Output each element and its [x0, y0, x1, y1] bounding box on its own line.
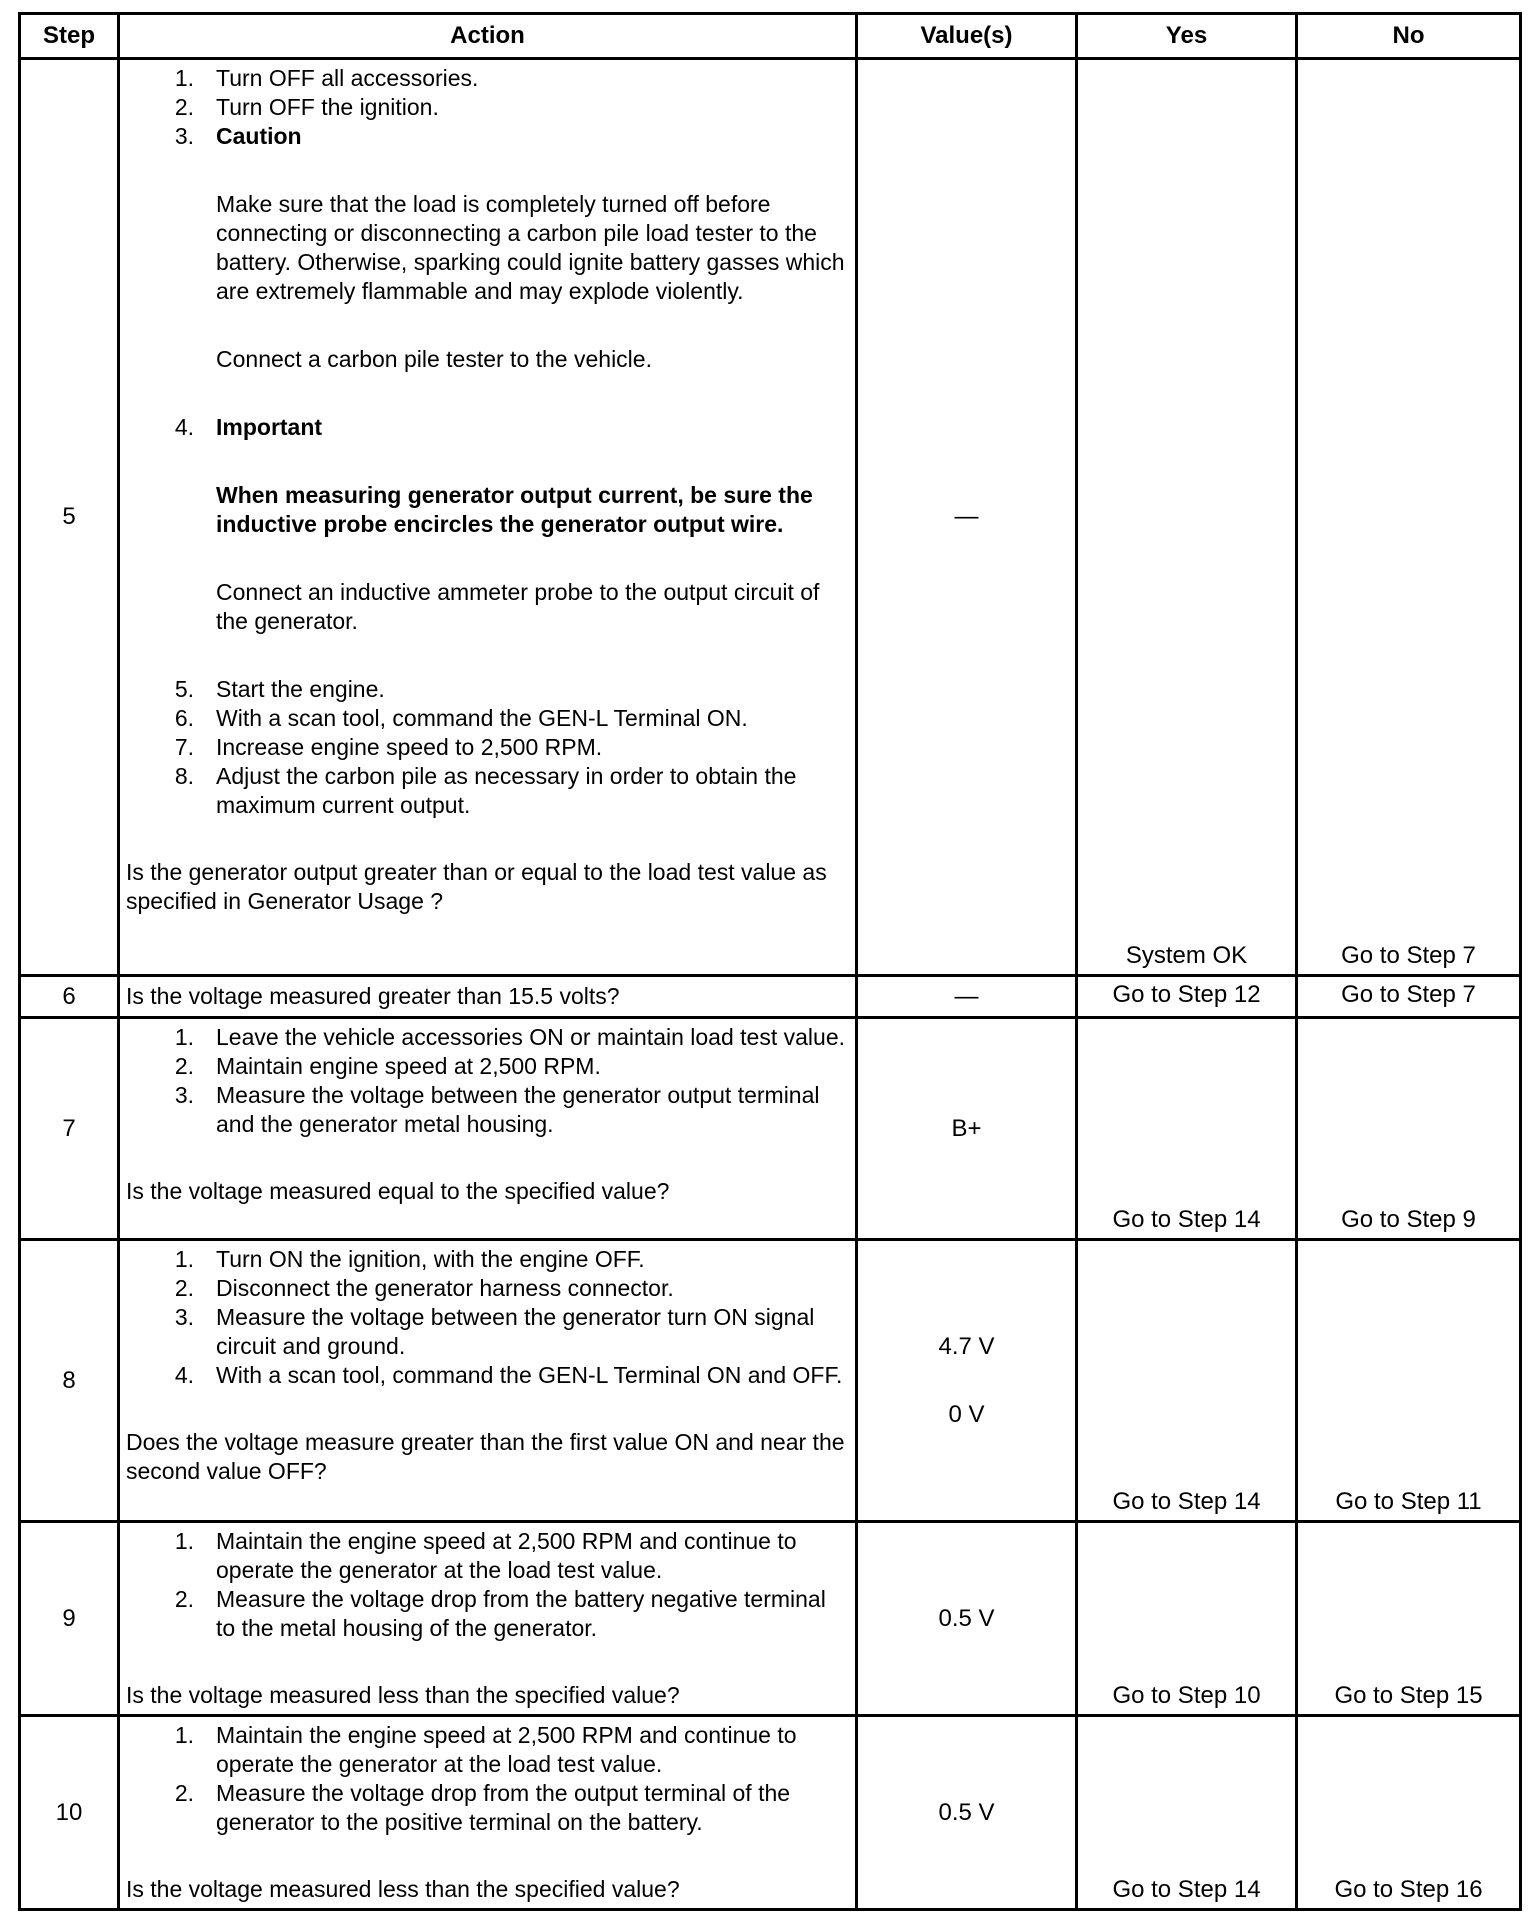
item-text: Disconnect the generator harness connector.: [216, 1275, 674, 1301]
yes-cell: Go to Step 14: [1077, 1240, 1297, 1522]
item-text: Leave the vehicle accessories ON or maintain load test value.: [216, 1024, 845, 1050]
no-cell: Go to Step 7: [1297, 59, 1521, 976]
action-cell: [119, 1240, 857, 1522]
item-text: Maintain the engine speed at 2,500 RPM and continue to operate the generator at the load test value.: [216, 1722, 797, 1777]
header-row: [20, 14, 1521, 59]
item-number: 2.: [174, 94, 194, 120]
step-number: 5: [20, 59, 119, 976]
no-cell: Go to Step 16: [1297, 1716, 1521, 1910]
value-on: 4.7 V: [938, 1332, 995, 1360]
list-item: [126, 733, 849, 762]
header-yes: Yes: [1077, 14, 1297, 59]
header-no: No: [1297, 14, 1521, 59]
item-text: Turn OFF the ignition.: [216, 94, 439, 120]
list-item: [126, 1245, 849, 1274]
step-number: 8: [20, 1240, 119, 1522]
item-number: 5.: [174, 676, 194, 702]
list-item: [126, 64, 849, 93]
item-text: Measure the voltage between the generator output terminal and the generator metal housing.: [216, 1082, 820, 1137]
value-cell: B+: [857, 1018, 1077, 1240]
action-list: [126, 1245, 849, 1390]
item-number: 2.: [174, 1053, 194, 1079]
item-number: 2.: [174, 1275, 194, 1301]
item-number: 6.: [174, 705, 194, 731]
list-item: [126, 1023, 849, 1052]
step-number: 9: [20, 1522, 119, 1716]
no-cell: Go to Step 15: [1297, 1522, 1521, 1716]
item-text: Connect an inductive ammeter probe to the output circuit of the generator.: [216, 579, 820, 634]
table-row-step-9: [20, 1522, 1521, 1716]
value-cell: 0.5 V: [857, 1716, 1077, 1910]
header-step: Step: [20, 14, 119, 59]
value-cell: —: [857, 976, 1077, 1018]
value-cell: —: [857, 59, 1077, 976]
item-number: 2.: [174, 1586, 194, 1612]
item-text: Maintain engine speed at 2,500 RPM.: [216, 1053, 601, 1079]
list-item: [126, 1303, 849, 1361]
item-text: Turn OFF all accessories.: [216, 65, 479, 91]
table-row-step-5: [20, 59, 1521, 976]
table-row-step-7: [20, 1018, 1521, 1240]
no-cell: Go to Step 11: [1297, 1240, 1521, 1522]
item-number: 1.: [174, 1024, 194, 1050]
item-number: 8.: [174, 763, 194, 789]
yes-cell: Go to Step 14: [1077, 1716, 1297, 1910]
diagnostic-table: [18, 12, 1522, 1911]
list-item: [126, 413, 849, 636]
value-cell: [857, 1240, 1077, 1522]
item-text: Turn ON the ignition, with the engine OFF.: [216, 1246, 645, 1272]
action-list: [126, 64, 849, 820]
item-text: Adjust the carbon pile as necessary in order to obtain the maximum current output.: [216, 763, 797, 818]
item-number: 7.: [174, 734, 194, 760]
item-number: 4.: [174, 414, 194, 440]
yes-cell: Go to Step 14: [1077, 1018, 1297, 1240]
question-text: Is the voltage measured greater than 15.5 volts?: [119, 976, 857, 1018]
header-action: Action: [119, 14, 857, 59]
value-off: 0 V: [948, 1400, 985, 1428]
yes-cell: System OK: [1077, 59, 1297, 976]
item-number: 3.: [174, 1082, 194, 1108]
action-cell: [119, 1018, 857, 1240]
item-text: Measure the voltage drop from the battery negative terminal to the metal housing of the generator.: [216, 1586, 826, 1641]
item-number: 1.: [174, 1528, 194, 1554]
item-number: 1.: [174, 65, 194, 91]
list-item: [126, 1721, 849, 1779]
item-number: 3.: [174, 1304, 194, 1330]
list-item: [126, 1527, 849, 1585]
list-item: [126, 1081, 849, 1139]
action-cell: [119, 1716, 857, 1910]
important-text: When measuring generator output current, be sure the inductive probe encircles the generator output wire.: [216, 482, 813, 537]
action-list: [126, 1023, 849, 1139]
no-cell: Go to Step 9: [1297, 1018, 1521, 1240]
list-item: [126, 93, 849, 122]
caution-text: Make sure that the load is completely turned off before connecting or disconnecting a carbon pile load tester to the battery. Otherwise, sparking could ignite battery gasses which are extremely flammable and may explode violently.: [216, 191, 845, 304]
step-number: 10: [20, 1716, 119, 1910]
question-text: Is the generator output greater than or equal to the load test value as specified in Generator Usage ?: [126, 859, 827, 914]
header-values: Value(s): [857, 14, 1077, 59]
table-row-step-6: [20, 976, 1521, 1018]
item-text: Measure the voltage drop from the output terminal of the generator to the positive terminal on the battery.: [216, 1780, 791, 1835]
table-row-step-8: [20, 1240, 1521, 1522]
question-text: Does the voltage measure greater than the first value ON and near the second value OFF?: [126, 1429, 845, 1484]
list-item: [126, 1361, 849, 1390]
action-cell: [119, 1522, 857, 1716]
caution-title: Caution: [216, 123, 302, 149]
action-list: [126, 1527, 849, 1643]
action-cell: [119, 59, 857, 976]
item-text: Connect a carbon pile tester to the vehicle.: [216, 346, 652, 372]
item-text: Maintain the engine speed at 2,500 RPM and continue to operate the generator at the load test value.: [216, 1528, 797, 1583]
list-item: [126, 762, 849, 820]
important-title: Important: [216, 414, 323, 440]
question-text: Is the voltage measured less than the specified value?: [126, 1682, 680, 1708]
item-text: Increase engine speed to 2,500 RPM.: [216, 734, 603, 760]
item-number: 3.: [174, 123, 194, 149]
item-text: With a scan tool, command the GEN-L Terminal ON and OFF.: [216, 1362, 843, 1388]
list-item: [126, 704, 849, 733]
yes-cell: Go to Step 12: [1077, 976, 1297, 1018]
list-item: [126, 675, 849, 704]
item-number: 1.: [174, 1722, 194, 1748]
item-text: Measure the voltage between the generator turn ON signal circuit and ground.: [216, 1304, 815, 1359]
item-number: 2.: [174, 1780, 194, 1806]
value-cell: 0.5 V: [857, 1522, 1077, 1716]
question-text: Is the voltage measured equal to the specified value?: [126, 1178, 670, 1204]
question-text: Is the voltage measured less than the specified value?: [126, 1876, 680, 1902]
table-row-step-10: [20, 1716, 1521, 1910]
list-item: [126, 122, 849, 374]
item-text: Start the engine.: [216, 676, 385, 702]
item-text: With a scan tool, command the GEN-L Terminal ON.: [216, 705, 748, 731]
item-number: 4.: [174, 1362, 194, 1388]
list-item: [126, 1052, 849, 1081]
item-number: 1.: [174, 1246, 194, 1272]
step-number: 6: [20, 976, 119, 1018]
list-item: [126, 1274, 849, 1303]
no-cell: Go to Step 7: [1297, 976, 1521, 1018]
action-list: [126, 1721, 849, 1837]
yes-cell: Go to Step 10: [1077, 1522, 1297, 1716]
list-item: [126, 1779, 849, 1837]
step-number: 7: [20, 1018, 119, 1240]
list-item: [126, 1585, 849, 1643]
